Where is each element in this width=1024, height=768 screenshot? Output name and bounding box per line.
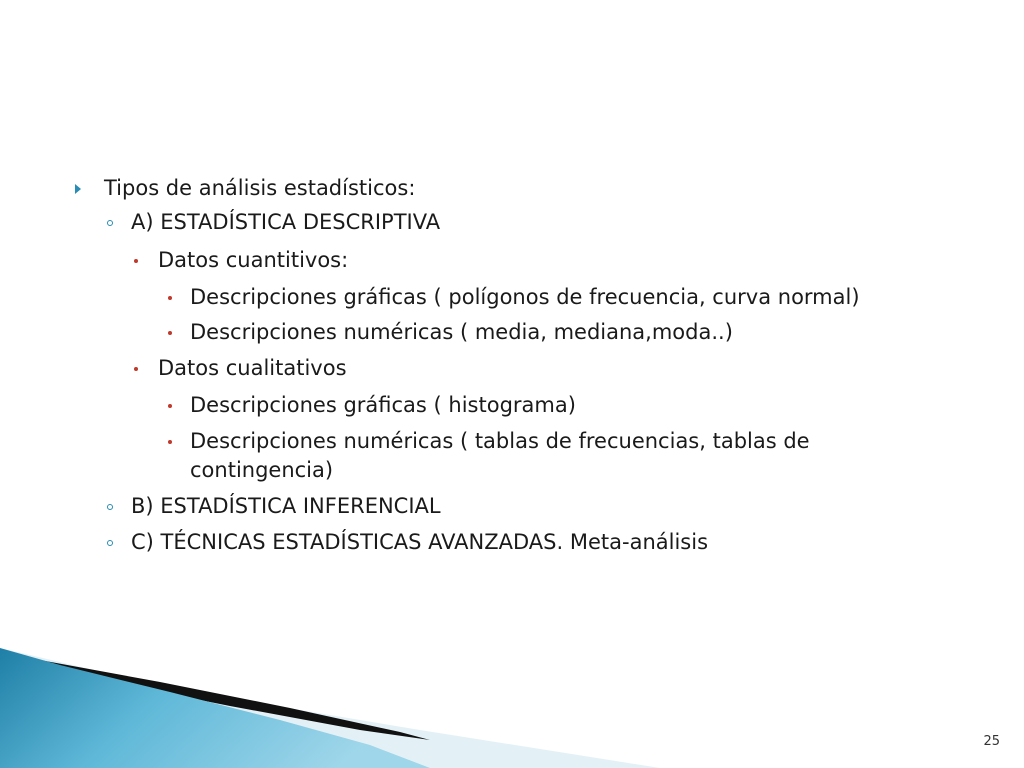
circle-bullet-icon	[107, 540, 113, 546]
list-item-level4	[190, 318, 733, 347]
list-item-text: Tipos de análisis estadísticos:	[104, 176, 416, 200]
list-item-level3	[158, 354, 347, 383]
list-item-text: Datos cualitativos	[158, 356, 347, 380]
triangle-bullet-icon	[75, 184, 81, 194]
list-item-level1	[104, 174, 415, 203]
dot-bullet-icon	[168, 296, 172, 300]
list-item-text: Descripciones numéricas ( tablas de frecuencias, tablas de	[190, 429, 810, 453]
list-item-text: C) TÉCNICAS ESTADÍSTICAS AVANZADAS. Meta-análisis	[131, 530, 709, 554]
list-item-level2	[131, 208, 440, 237]
dot-bullet-icon	[168, 440, 172, 444]
list-item-text: Descripciones gráficas ( histograma)	[190, 393, 576, 417]
list-item-level4	[190, 283, 860, 312]
circle-bullet-icon	[107, 220, 113, 226]
list-item-level4	[190, 391, 576, 420]
list-item-text: Descripciones numéricas ( media, mediana,moda..)	[190, 320, 733, 344]
circle-bullet-icon	[107, 504, 113, 510]
list-item-continuation	[190, 456, 333, 485]
dot-bullet-icon	[134, 259, 138, 263]
list-item-level4	[190, 427, 810, 456]
dot-bullet-icon	[134, 367, 138, 371]
list-item-level2	[131, 492, 441, 521]
list-item-text: A) ESTADÍSTICA DESCRIPTIVA	[131, 210, 441, 234]
list-item-level2	[131, 528, 708, 557]
page-number: 25	[983, 734, 1000, 749]
list-item-text: B) ESTADÍSTICA INFERENCIAL	[131, 494, 441, 518]
list-item-text: contingencia)	[190, 458, 334, 482]
list-item-level3	[158, 246, 348, 275]
dot-bullet-icon	[168, 331, 172, 335]
list-item-text: Descripciones gráficas ( polígonos de frecuencia, curva normal)	[190, 285, 860, 309]
dot-bullet-icon	[168, 404, 172, 408]
list-item-text: Datos cuantitivos:	[158, 248, 349, 272]
